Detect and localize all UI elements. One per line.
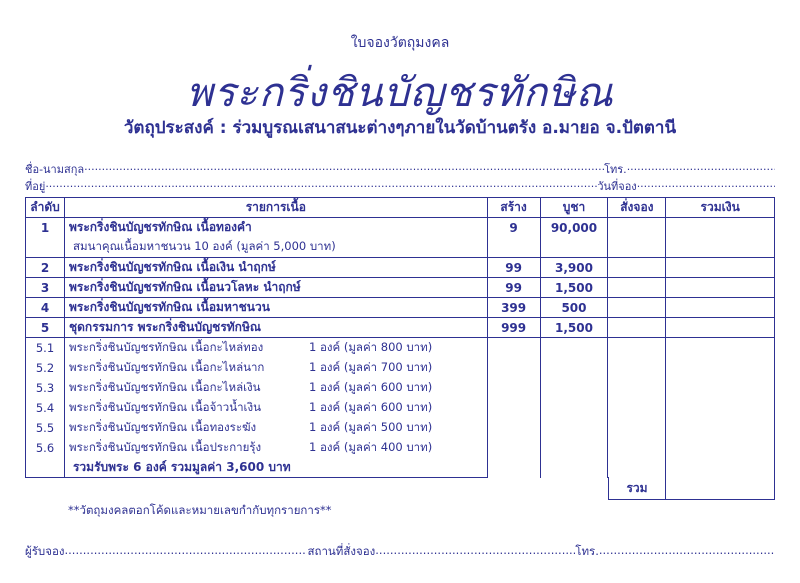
- row-order-cell[interactable]: [608, 298, 666, 318]
- sub-item-name: พระกริ่งชินบัญชรทักษิณ เนื้อกะไหล่เงิน: [68, 380, 261, 394]
- name-label: ชื่อ-นามสกุล: [25, 163, 85, 176]
- row-made: 99: [487, 278, 540, 298]
- row-order-cell[interactable]: [608, 218, 666, 258]
- sub-row-no: 5.4: [26, 398, 65, 418]
- row-price: 500: [540, 298, 608, 318]
- row-total-cell[interactable]: [666, 318, 775, 338]
- amulet-title: พระกริ่งชินบัญชรทักษิณ: [186, 70, 614, 116]
- row-item: พระกริ่งชินบัญชรทักษิณ เนื้อเงิน นำฤกษ์: [64, 258, 487, 278]
- sub-item-name: พระกริ่งชินบัญชรทักษิณ เนื้อกะไหล่ทอง: [68, 340, 264, 354]
- sub-row: [26, 338, 775, 359]
- name-field[interactable]: [84, 160, 604, 178]
- col-order: สั่งจอง: [608, 198, 666, 218]
- table-row: [26, 258, 775, 278]
- sub-row-no: 5.6: [26, 438, 65, 458]
- col-item: รายการเนื้อ: [64, 198, 487, 218]
- row-price: 90,000: [540, 218, 608, 238]
- address-label: ที่อยู่: [25, 180, 46, 193]
- col-made: สร้าง: [487, 198, 540, 218]
- place-label: สถานที่สั่งจอง: [307, 544, 376, 558]
- table-row: [26, 298, 775, 318]
- code-note: **วัตถุมงคลตอกโค้ดและหมายเลขกำกับทุกรายการ**: [68, 503, 332, 517]
- sub-item-name: พระกริ่งชินบัญชรทักษิณ เนื้อประกายรุ้ง: [68, 440, 262, 454]
- table-row: [26, 318, 775, 338]
- sub-item-name: พระกริ่งชินบัญชรทักษิณ เนื้อกะไหล่นาก: [68, 360, 265, 374]
- sub-item-value: 1 องค์ (มูลค่า 500 บาท): [308, 420, 433, 434]
- row-price: 3,900: [540, 258, 608, 278]
- row-total-cell[interactable]: [666, 218, 775, 258]
- row-no: 4: [26, 298, 65, 318]
- row-order-cell[interactable]: [608, 278, 666, 298]
- row-no: 5: [26, 318, 65, 338]
- row-order-cell[interactable]: [608, 258, 666, 278]
- table-row: [26, 218, 775, 238]
- sub-item-value: 1 องค์ (มูลค่า 600 บาท): [308, 380, 433, 394]
- set-total-cell[interactable]: [666, 338, 775, 478]
- table-row: [26, 278, 775, 298]
- row-made: 9: [487, 218, 540, 238]
- row-no: 3: [26, 278, 65, 298]
- sub-item-value: 1 องค์ (มูลค่า 700 บาท): [308, 360, 433, 374]
- row-bonus-note: สมนาคุณเนื้อมหาชนวน 10 องค์ (มูลค่า 5,000 บาท): [64, 237, 487, 258]
- name-phone-line: [25, 160, 775, 178]
- table-header: [26, 198, 775, 218]
- row-total-cell[interactable]: [666, 258, 775, 278]
- sub-row-item: [64, 378, 487, 398]
- footer-phone-label: โทร.: [575, 544, 599, 558]
- phone-field[interactable]: [627, 160, 775, 178]
- sub-item-value: 1 องค์ (มูลค่า 400 บาท): [308, 440, 433, 454]
- grand-total-box: [608, 477, 775, 500]
- row-no: 1: [26, 218, 65, 238]
- row-item: พระกริ่งชินบัญชรทักษิณ เนื้อนวโลหะ นำฤกษ์: [64, 278, 487, 298]
- sub-item-name: พระกริ่งชินบัญชรทักษิณ เนื้อทองระฆัง: [68, 420, 257, 434]
- row-made: 399: [487, 298, 540, 318]
- row-order-cell[interactable]: [608, 318, 666, 338]
- form-pretitle: ใบจองวัตถุมงคล: [350, 35, 450, 51]
- phone-label: โทร.: [604, 163, 627, 176]
- sub-row-no: 5.5: [26, 418, 65, 438]
- col-no: ลำดับ: [26, 198, 65, 218]
- grand-total-field[interactable]: [666, 477, 775, 500]
- footer-phone-field[interactable]: [599, 543, 775, 561]
- row-made: 999: [487, 318, 540, 338]
- sum-label: รวม: [608, 477, 666, 500]
- address-field[interactable]: [45, 177, 597, 195]
- col-price: บูชา: [540, 198, 608, 218]
- row-total-cell[interactable]: [666, 298, 775, 318]
- sub-item-value: 1 องค์ (มูลค่า 600 บาท): [308, 400, 433, 414]
- row-no: 2: [26, 258, 65, 278]
- row-price: 1,500: [540, 278, 608, 298]
- sub-row-item: [64, 358, 487, 378]
- sub-row-item: [64, 398, 487, 418]
- place-field[interactable]: [375, 543, 575, 561]
- row-price: 1,500: [540, 318, 608, 338]
- row-item: พระกริ่งชินบัญชรทักษิณ เนื้อทองคำ: [64, 218, 487, 238]
- sub-row-item: [64, 338, 487, 359]
- sub-row-item: [64, 418, 487, 438]
- address-date-line: [25, 177, 775, 195]
- set-order-cell[interactable]: [608, 338, 666, 478]
- receiver-field[interactable]: [64, 543, 307, 561]
- row-item: ชุดกรรมการ พระกริ่งชินบัญชรทักษิณ: [64, 318, 487, 338]
- sub-row-no: 5.1: [26, 338, 65, 359]
- col-total: รวมเงิน: [666, 198, 775, 218]
- receiver-line: [25, 543, 775, 561]
- row-made: 99: [487, 258, 540, 278]
- set-total-text: รวมรับพระ 6 องค์ รวมมูลค่า 3,600 บาท: [64, 458, 487, 478]
- date-field[interactable]: [637, 177, 775, 195]
- receiver-label: ผู้รับจอง: [25, 544, 65, 558]
- sub-row-no: 5.3: [26, 378, 65, 398]
- sub-item-value: 1 องค์ (มูลค่า 800 บาท): [308, 340, 433, 354]
- row-item: พระกริ่งชินบัญชรทักษิณ เนื้อมหาชนวน: [64, 298, 487, 318]
- order-table: [25, 197, 775, 478]
- row-total-cell[interactable]: [666, 278, 775, 298]
- purpose-subtitle: วัตถุประสงค์ : ร่วมบูรณเสนาสนะต่างๆภายในวัดบ้านตรัง อ.มายอ จ.ปัตตานี: [123, 118, 677, 138]
- date-label: วันที่จอง: [597, 180, 637, 193]
- sub-row-no: 5.2: [26, 358, 65, 378]
- sub-row-item: [64, 438, 487, 458]
- sub-item-name: พระกริ่งชินบัญชรทักษิณ เนื้อจ้าวน้ำเงิน: [68, 400, 261, 414]
